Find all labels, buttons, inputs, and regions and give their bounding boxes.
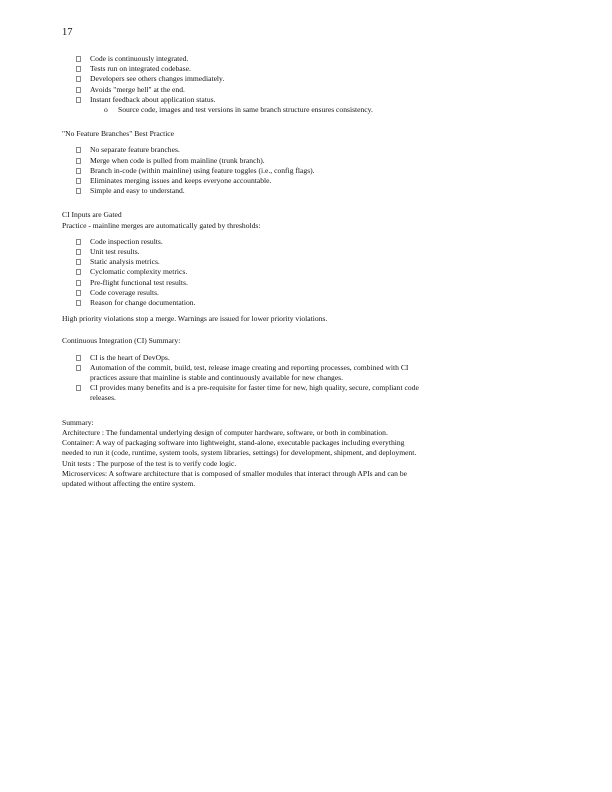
checkbox-bullet-icon: [76, 178, 81, 184]
checkbox-bullet-icon: [76, 66, 81, 72]
checkbox-bullet-icon: [76, 290, 81, 296]
gated-inputs-list: [62, 237, 422, 308]
list-item: Unit test results.: [76, 247, 422, 257]
checkbox-bullet-icon: [76, 158, 81, 164]
summary-microservices: Microservices: A software architecture that is composed of smaller modules that interact through APIs and can be updated without affecting the entire system.: [62, 468, 407, 488]
checkbox-bullet-icon: [76, 365, 81, 371]
list-item: Merge when code is pulled from mainline (trunk branch).: [76, 156, 422, 166]
checkbox-bullet-icon: [76, 168, 81, 174]
checkbox-bullet-icon: [76, 280, 81, 286]
list-item: Instant feedback about application status.: [76, 95, 422, 105]
checkbox-bullet-icon: [76, 239, 81, 245]
section-heading-ci-inputs-gated: CI Inputs are Gated: [62, 210, 122, 220]
list-item: Simple and easy to understand.: [76, 186, 422, 196]
sub-list-item: o Source code, images and test versions in same branch structure ensures consistency.: [104, 105, 373, 115]
summary-architecture: Architecture : The fundamental underlying design of computer hardware, software, or both in combination.: [62, 427, 388, 437]
list-item: Reason for change documentation.: [76, 298, 422, 308]
ci-benefits-list: [62, 54, 422, 105]
list-item: Branch in-code (within mainline) using feature toggles (i.e., config flags).: [76, 166, 422, 176]
page-number: 17: [62, 27, 73, 38]
list-item: Cyclomatic complexity metrics.: [76, 267, 422, 277]
gated-intro: Practice - mainline merges are automatically gated by thresholds:: [62, 220, 261, 230]
list-item: Avoids "merge hell" at the end.: [76, 85, 422, 95]
list-item: No separate feature branches.: [76, 145, 422, 155]
checkbox-bullet-icon: [76, 87, 81, 93]
checkbox-bullet-icon: [76, 76, 81, 82]
section-heading-no-feature-branches: "No Feature Branches" Best Practice: [62, 129, 175, 139]
checkbox-bullet-icon: [76, 188, 81, 194]
summary-heading: Summary:: [62, 417, 94, 427]
checkbox-bullet-icon: [76, 97, 81, 103]
list-item: Code inspection results.: [76, 237, 422, 247]
sub-list: [62, 105, 422, 115]
checkbox-bullet-icon: [76, 56, 81, 62]
checkbox-bullet-icon: [76, 355, 81, 361]
checkbox-bullet-icon: [76, 249, 81, 255]
summary-unit-tests: Unit tests : The purpose of the test is to verify code logic.: [62, 458, 237, 468]
list-item: Automation of the commit, build, test, release image creating and reporting processes, combined with CI practices assure that mainline is stable and continuously available for new changes.: [76, 363, 422, 383]
checkbox-bullet-icon: [76, 300, 81, 306]
checkbox-bullet-icon: [76, 259, 81, 265]
list-item: Code is continuously integrated.: [76, 54, 422, 64]
ci-summary-list: [62, 353, 422, 404]
no-feature-branches-list: [62, 145, 422, 196]
checkbox-bullet-icon: [76, 147, 81, 153]
list-item: Eliminates merging issues and keeps everyone accountable.: [76, 176, 422, 186]
section-heading-ci-summary: Continuous Integration (CI) Summary:: [62, 336, 181, 346]
circle-bullet-icon: o: [104, 105, 108, 115]
list-item: Static analysis metrics.: [76, 257, 422, 267]
gated-note: High priority violations stop a merge. Warnings are issued for lower priority violations.: [62, 314, 328, 324]
list-item: Tests run on integrated codebase.: [76, 64, 422, 74]
list-item: Developers see others changes immediately.: [76, 74, 422, 84]
list-item: CI provides many benefits and is a pre-requisite for faster time for new, high quality, secure, compliant code releases.: [76, 383, 422, 403]
list-item: CI is the heart of DevOps.: [76, 353, 422, 363]
document-body: [62, 54, 422, 489]
list-item: Code coverage results.: [76, 288, 422, 298]
list-item: Pre-flight functional test results.: [76, 278, 422, 288]
checkbox-bullet-icon: [76, 269, 81, 275]
summary-container: Container: A way of packaging software into lightweight, stand-alone, executable packages including everything needed to run it (code, runtime, system tools, system libraries, settings) for development, shipment, and deployment.: [62, 438, 417, 458]
checkbox-bullet-icon: [76, 385, 81, 391]
